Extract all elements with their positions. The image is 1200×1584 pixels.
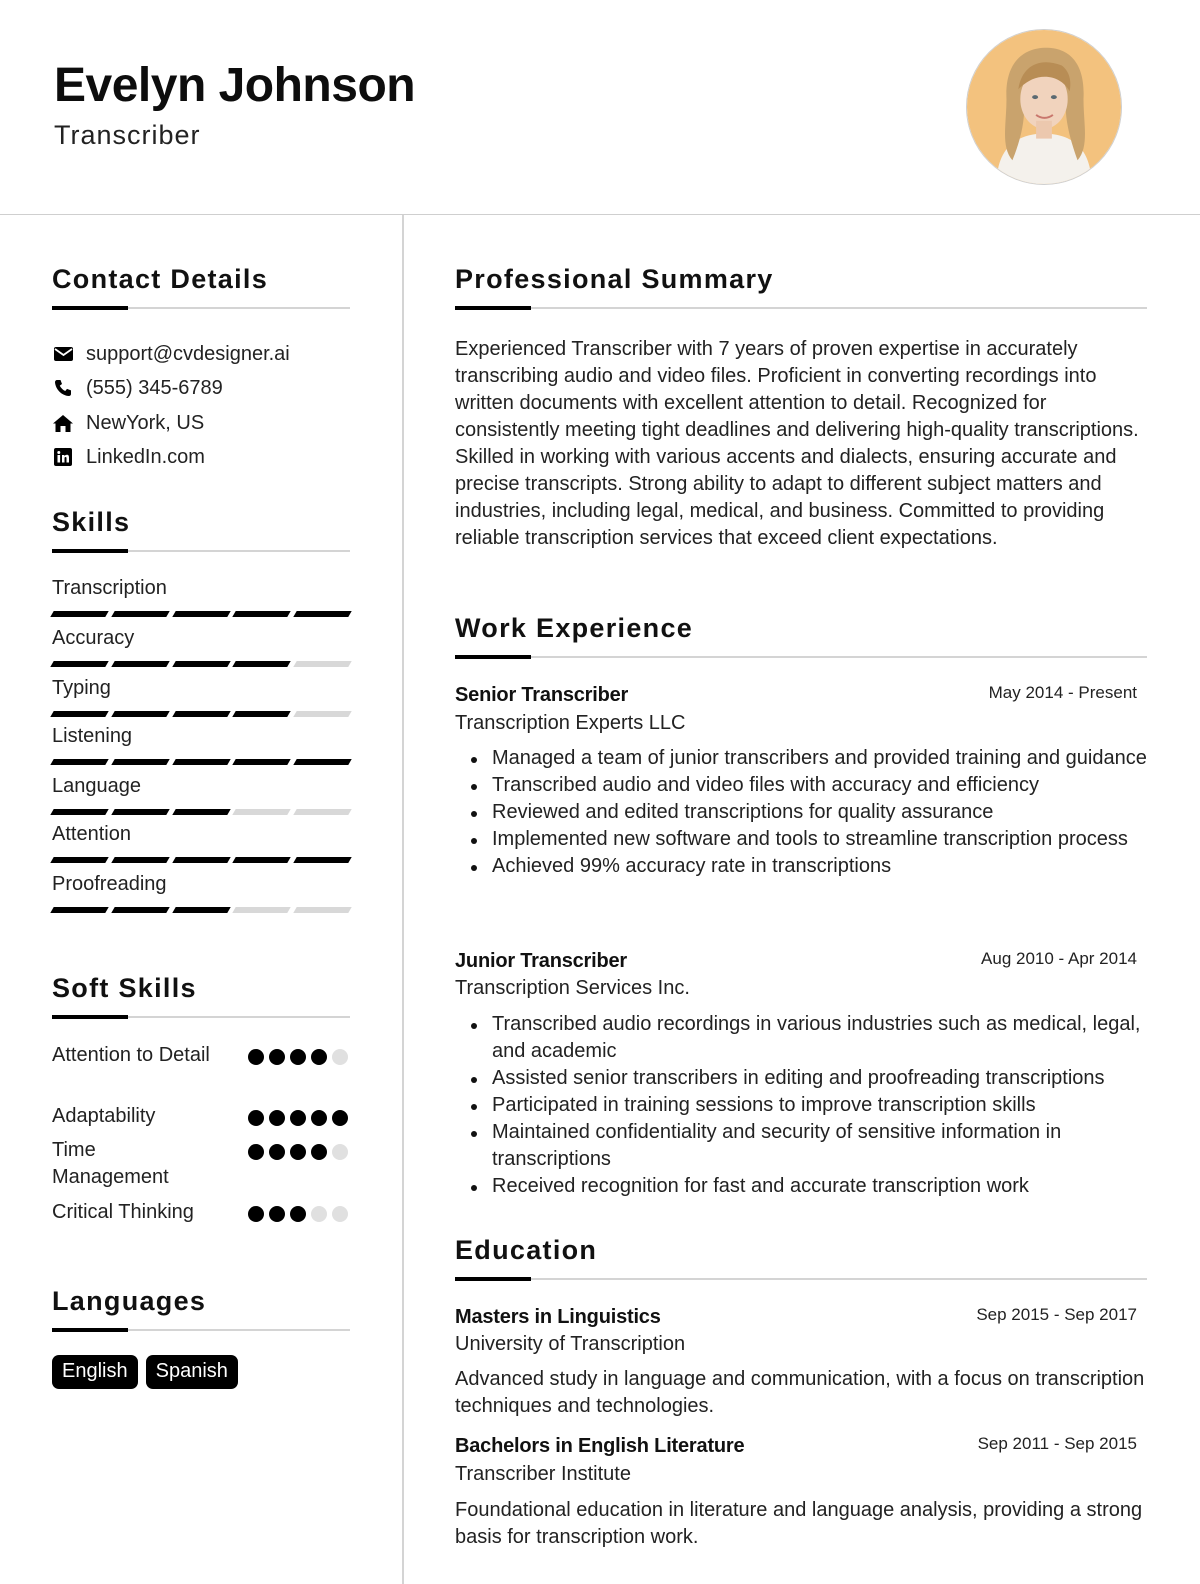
skill-level-segment (111, 809, 169, 815)
contact-email-text: support@cvdesigner.ai (86, 342, 290, 365)
rating-dot (332, 1144, 348, 1160)
skill-level-segment (50, 907, 108, 913)
rating-dot (248, 1110, 264, 1126)
skill-level-segment (293, 611, 351, 617)
soft-skill-rating (248, 1144, 348, 1160)
rating-dot (269, 1110, 285, 1126)
rating-dot (269, 1049, 285, 1065)
experience-section-rule (455, 656, 1147, 658)
skill-level-segment (111, 907, 169, 913)
soft-skill-name: Adaptability (52, 1105, 156, 1127)
soft-skills-section-title: Soft Skills (52, 973, 197, 1003)
skill-level-segment (50, 759, 108, 765)
job-bullet: Received recognition for fast and accurate transcription work (455, 1173, 1147, 1200)
skill-name: Typing (52, 677, 111, 699)
rating-dot (290, 1206, 306, 1222)
contact-phone[interactable] (52, 375, 350, 401)
job-company: Transcription Services Inc. (455, 977, 690, 999)
education-section-rule (455, 1278, 1147, 1280)
job-company: Transcription Experts LLC (455, 712, 686, 734)
education-description: Foundational education in literature and language analysis, providing a strong basis for transcription work. (455, 1499, 1143, 1548)
job-bullet: Maintained confidentiality and security of sensitive information in transcriptions (455, 1119, 1147, 1173)
contact-location-text: NewYork, US (86, 411, 205, 434)
skill-level-segment (233, 809, 291, 815)
soft-skill-name: Time Management (52, 1139, 169, 1188)
job-bullet: Reviewed and edited transcriptions for quality assurance (455, 799, 1147, 826)
job-bullet: Managed a team of junior transcribers and provided training and guidance (455, 745, 1147, 772)
skill-level-bar (52, 809, 350, 815)
skill-name: Accuracy (52, 627, 135, 649)
rating-dot (248, 1144, 264, 1160)
skill-level-segment (172, 711, 230, 717)
soft-skill-name: Attention to Detail (52, 1044, 210, 1066)
languages-section-rule (52, 1329, 350, 1331)
skill-level-segment (172, 611, 230, 617)
skill-level-segment (50, 809, 108, 815)
contact-linkedin[interactable] (52, 444, 350, 470)
contact-email[interactable] (52, 341, 350, 367)
skill-name: Language (52, 775, 141, 797)
skill-level-segment (233, 907, 291, 913)
contact-location (52, 410, 350, 436)
linkedin-icon (52, 446, 74, 468)
rating-dot (332, 1206, 348, 1222)
languages-section-title: Languages (52, 1286, 207, 1316)
education-school: University of Transcription (455, 1333, 686, 1355)
skill-level-segment (111, 857, 169, 863)
job-bullet: Achieved 99% accuracy rate in transcriptions (455, 853, 1147, 880)
rating-dot (290, 1144, 306, 1160)
education-dates: Sep 2011 - Sep 2015 (977, 1434, 1137, 1453)
contact-linkedin-text: LinkedIn.com (86, 445, 205, 468)
contact-section-rule (52, 307, 350, 309)
job-bullets (455, 745, 1147, 880)
skill-level-segment (233, 857, 291, 863)
education-degree: Masters in Linguistics (455, 1306, 661, 1328)
phone-icon (52, 377, 74, 399)
experience-section-title: Work Experience (455, 613, 694, 643)
soft-skill-rating (248, 1206, 348, 1222)
column-divider (402, 215, 404, 1584)
contact-section-title: Contact Details (52, 264, 269, 294)
contact-phone-text: (555) 345-6789 (86, 376, 223, 399)
skill-name: Listening (52, 725, 133, 747)
skill-level-segment (172, 661, 230, 667)
soft-skill-name: Critical Thinking (52, 1201, 194, 1223)
skill-level-bar (52, 759, 350, 765)
rating-dot (290, 1110, 306, 1126)
language-badge: English (52, 1355, 138, 1389)
profile-photo (966, 29, 1122, 185)
home-icon (52, 412, 74, 434)
envelope-icon (52, 343, 74, 365)
education-dates: Sep 2015 - Sep 2017 (976, 1305, 1137, 1324)
language-badges (52, 1355, 238, 1389)
skill-level-segment (293, 809, 351, 815)
job-bullets (455, 1011, 1147, 1200)
skill-level-segment (172, 857, 230, 863)
skill-level-segment (293, 711, 351, 717)
job-bullet: Implemented new software and tools to streamline transcription process (455, 826, 1147, 853)
rating-dot (269, 1144, 285, 1160)
education-description: Advanced study in language and communication, with a focus on transcription techniques and technologies. (455, 1368, 1145, 1417)
job-dates: Aug 2010 - Apr 2014 (981, 949, 1137, 968)
job-bullet: Transcribed audio recordings in various industries such as medical, legal, and academic (455, 1011, 1147, 1065)
skill-level-segment (172, 907, 230, 913)
skill-level-segment (233, 711, 291, 717)
rating-dot (311, 1206, 327, 1222)
skill-level-segment (50, 661, 108, 667)
skill-level-segment (111, 611, 169, 617)
candidate-role: Transcriber (54, 120, 201, 150)
rating-dot (332, 1049, 348, 1065)
skill-level-segment (50, 711, 108, 717)
skill-level-segment (172, 809, 230, 815)
skill-name: Attention (52, 823, 131, 845)
skill-level-bar (52, 661, 350, 667)
skill-level-segment (111, 711, 169, 717)
skill-level-segment (233, 661, 291, 667)
rating-dot (311, 1110, 327, 1126)
job-bullet: Assisted senior transcribers in editing and proofreading transcriptions (455, 1065, 1147, 1092)
skill-level-segment (293, 907, 351, 913)
skill-level-segment (172, 759, 230, 765)
soft-skill-rating (248, 1110, 348, 1126)
rating-dot (248, 1206, 264, 1222)
education-degree: Bachelors in English Literature (455, 1435, 745, 1457)
skill-level-bar (52, 711, 350, 717)
rating-dot (248, 1049, 264, 1065)
job-dates: May 2014 - Present (988, 683, 1137, 702)
skill-level-segment (233, 611, 291, 617)
skill-level-segment (293, 661, 351, 667)
rating-dot (311, 1049, 327, 1065)
education-section-title: Education (455, 1235, 598, 1265)
skill-level-segment (293, 857, 351, 863)
language-badge: Spanish (146, 1355, 238, 1389)
summary-text: Experienced Transcriber with 7 years of proven expertise in accurately transcribing audio and video files. Proficient in converting recordings into written documents with excellent attention to detail. Recognized for consistently meeting tight deadlines and delivering high-quality transcriptions. Skilled in working with various accents and dialects, ensuring accurate and precise transcripts. Strong ability to adapt to different subject matters and industries, including legal, medical, and business. Committed to providing reliable transcription services that exceed client expectations. (455, 338, 1139, 549)
summary-section-title: Professional Summary (455, 264, 774, 294)
skill-name: Transcription (52, 577, 167, 599)
skill-level-segment (111, 759, 169, 765)
rating-dot (332, 1110, 348, 1126)
skills-section-title: Skills (52, 507, 131, 537)
skill-level-segment (111, 661, 169, 667)
skill-level-segment (50, 611, 108, 617)
job-bullet: Transcribed audio and video files with accuracy and efficiency (455, 772, 1147, 799)
skill-level-segment (293, 759, 351, 765)
job-bullet: Participated in training sessions to improve transcription skills (455, 1092, 1147, 1119)
soft-skills-section-rule (52, 1016, 350, 1018)
skill-level-segment (50, 857, 108, 863)
skill-level-segment (233, 759, 291, 765)
soft-skill-rating (248, 1049, 348, 1065)
skill-level-bar (52, 611, 350, 617)
summary-section-rule (455, 307, 1147, 309)
rating-dot (290, 1049, 306, 1065)
skill-level-bar (52, 907, 350, 913)
skills-section-rule (52, 550, 350, 552)
job-title: Junior Transcriber (455, 950, 628, 972)
resume-header (0, 0, 1200, 215)
education-school: Transcriber Institute (455, 1463, 631, 1485)
rating-dot (311, 1144, 327, 1160)
skill-name: Proofreading (52, 873, 167, 895)
candidate-name: Evelyn Johnson (54, 59, 416, 112)
job-title: Senior Transcriber (455, 684, 629, 706)
skill-level-bar (52, 857, 350, 863)
rating-dot (269, 1206, 285, 1222)
